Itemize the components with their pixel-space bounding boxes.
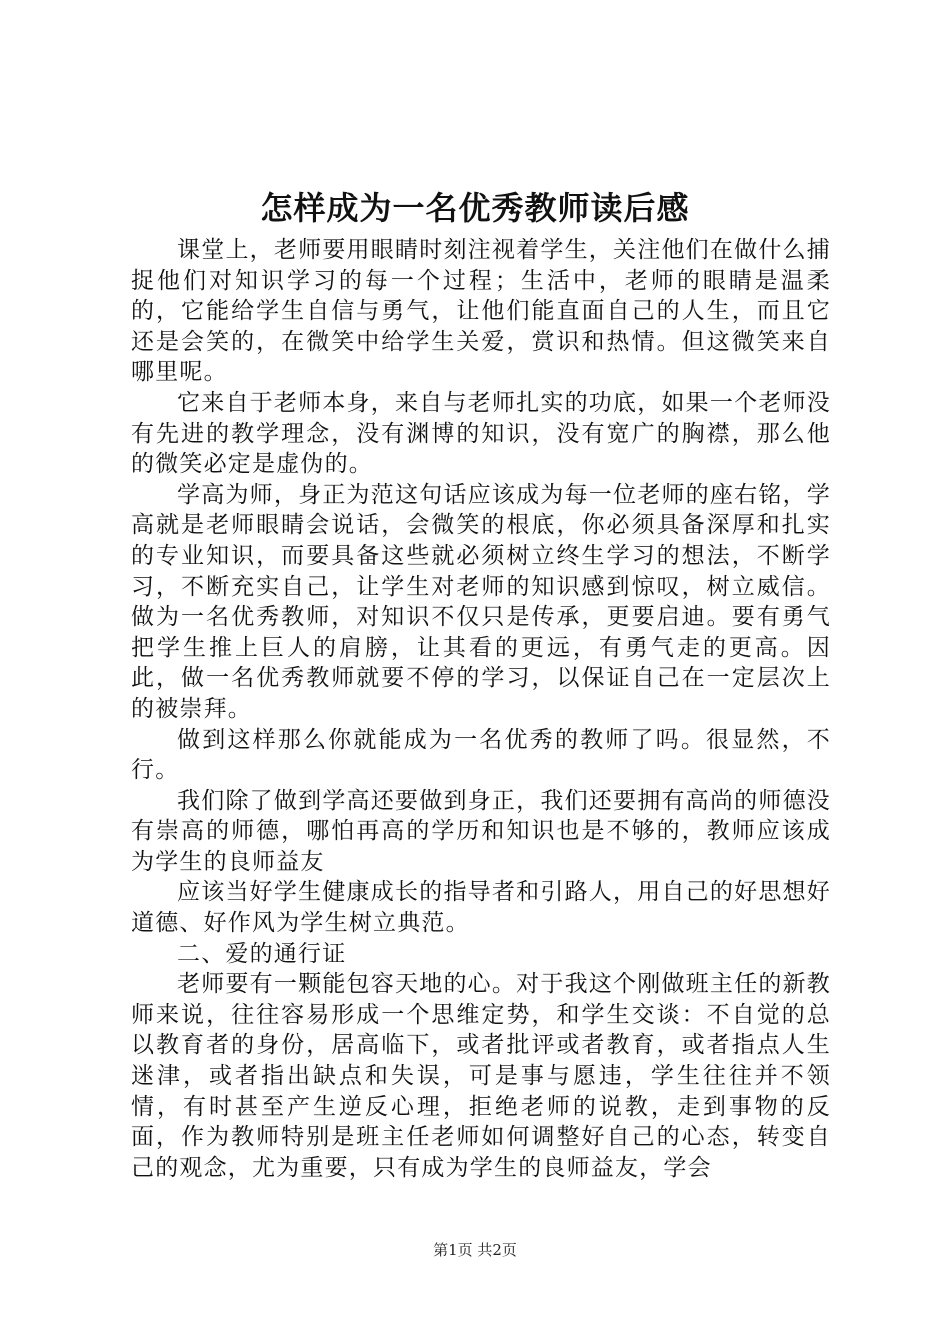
paragraph-6: 应该当好学生健康成长的指导者和引路人，用自己的好思想好道德、好作风为学生树立典范。 [131,879,831,937]
section-heading: 二、爱的通行证 [177,940,347,967]
paragraph-1: 课堂上，老师要用眼睛时刻注视着学生，关注他们在做什么捕捉他们对知识学习的每一个过程；生活中，老师的眼睛是温柔的，它能给学生自信与勇气，让他们能直面自己的人生，而且它还是会笑的，在微笑中给学生关爱，赏识和热情。但这微笑来自哪里呢。 [131,237,831,386]
paragraph-7: 老师要有一颗能包容天地的心。对于我这个刚做班主任的新教师来说，往往容易形成一个思维定势，和学生交谈：不自觉的总以教育者的身份，居高临下，或者批评或者教育，或者指点人生迷津，或者指出缺点和失误，可是事与愿违，学生往往并不领情，有时甚至产生逆反心理，拒绝老师的说教，走到事物的反面，作为教师特别是班主任老师如何调整好自己的心态，转变自己的观念，尤为重要，只有成为学生的良师益友，学会 [131,971,831,1181]
paragraph-3: 学高为师，身正为范这句话应该成为每一位老师的座右铭，学高就是老师眼睛会说话，会微笑的根底，你必须具备深厚和扎实的专业知识，而要具备这些就必须树立终生学习的想法，不断学习，不断充实自己，让学生对老师的知识感到惊叹，树立威信。做为一名优秀教师，对知识不仅只是传承，更要启迪。要有勇气把学生推上巨人的肩膀，让其看的更远，有勇气走的更高。因此，做一名优秀教师就要不停的学习，以保证自己在一定层次上的被崇拜。 [131,481,831,722]
document-body [131,235,831,1183]
paragraph-5: 我们除了做到学高还要做到身正，我们还要拥有高尚的师德没有崇高的师德，哪怕再高的学历和知识也是不够的，教师应该成为学生的良师益友 [131,787,831,875]
page-footer: 第1页 共2页 [433,1241,517,1259]
paragraph-2: 它来自于老师本身，来自与老师扎实的功底，如果一个老师没有先进的教学理念，没有渊博的知识，没有宽广的胸襟，那么他的微笑必定是虚伪的。 [131,389,831,478]
document-title: 怎样成为一名优秀教师读后感 [260,189,690,227]
paragraph-4: 做到这样那么你就能成为一名优秀的教师了吗。很显然，不行。 [131,726,831,784]
